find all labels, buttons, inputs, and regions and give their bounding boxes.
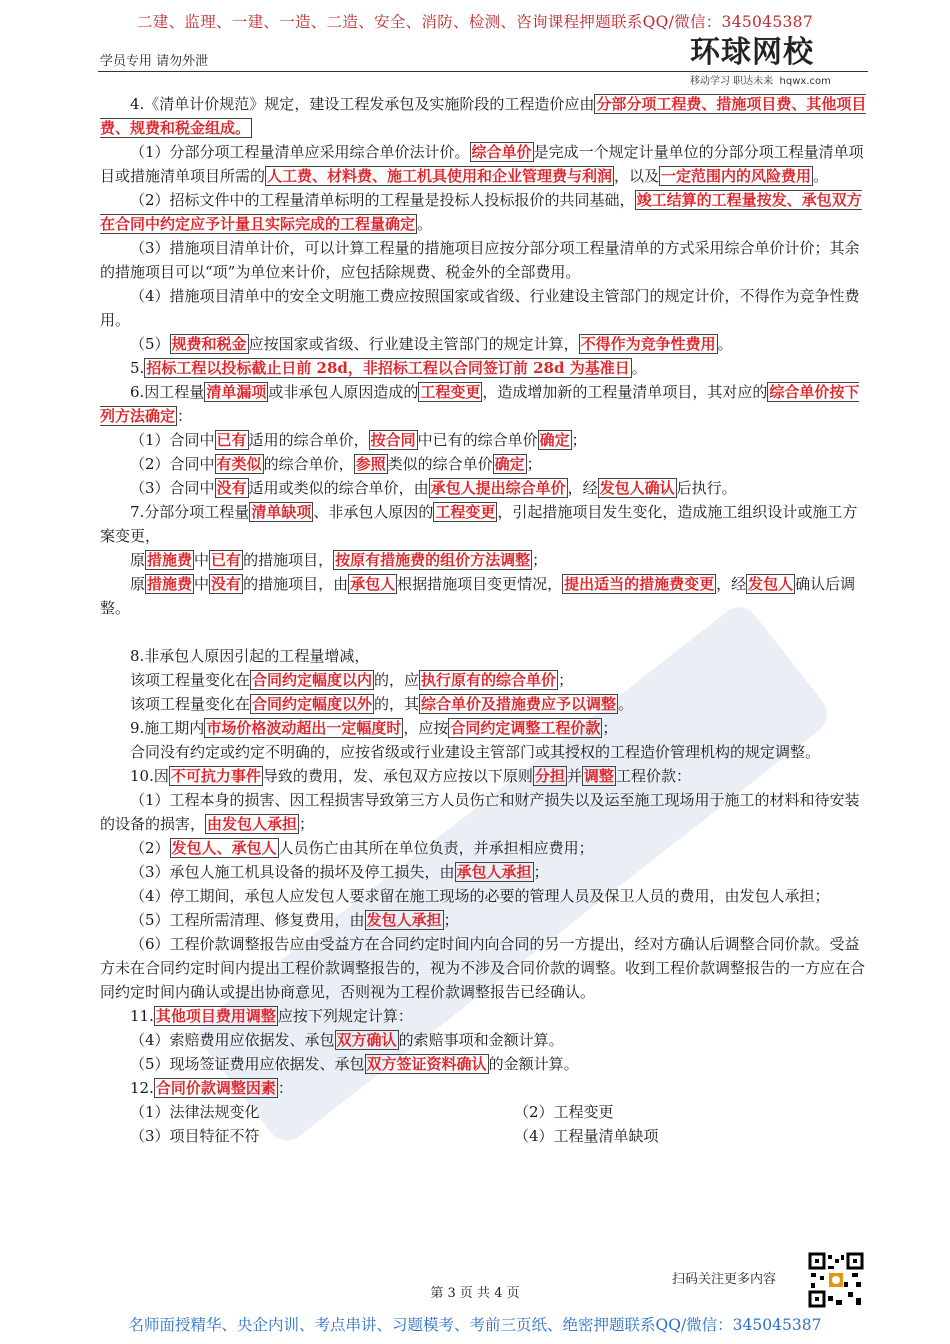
top-banner: 二建、监理、一建、一造、二造、安全、消防、检测、咨询课程押题联系QQ/微信：345045387: [137, 13, 813, 31]
item-10-4: （4）停工期间，承包人应发包人要求留在施工现场的必要的管理人员及保卫人员的费用，由发包人承担；: [130, 887, 830, 905]
confidential-note: 学员专用 请勿外泄: [100, 54, 209, 69]
item-10-2: （2） 发包人、承包人 人员伤亡由其所在单位负责，并承担相应费用；: [130, 839, 594, 857]
item-9-1: 合同没有约定或约定不明确的，应按省级或行业建设主管部门或其授权的工程造价管理机构的规定调整。: [130, 743, 821, 761]
item-11: 11. 其他项目费用调整 应按下列规定计算：: [130, 1007, 413, 1025]
document-body: [100, 92, 868, 1148]
item-8-1: 该项工程量变化在 合同约定幅度以内 的，应 执行原有的综合单价 ；: [130, 671, 574, 689]
item-4-3: （3）措施项目清单计价，可以计算工程量的措施项目应按分部分项工程量清单的方式采用综合单价计价；其余的措施项目可以“项”为单位来计价，应包括除规费、税金外的全部费用。: [100, 239, 860, 281]
item-4-1: （1）分部分项工程量清单应采用综合单价法计价。 综合单价 是完成一个规定计量单位的分部分项工程量清单项目或措施清单项目所需的 人工费、材料费、施工机具使用和企业管理费与利润 ，以及 一定范围内的风险费用 。: [100, 143, 864, 185]
logo-main-text: 环球网校: [690, 35, 814, 70]
bottom-banner: 名师面授精华、央企内训、考点串讲、习题模考、考前三页纸、绝密押题联系QQ/微信：345045387: [128, 1316, 822, 1334]
logo-subtitle: 移动学习 职达未来 hqwx.com: [690, 76, 831, 87]
item-10-6: （6）工程价款调整报告应由受益方在合同约定时间内向合同的另一方提出，经对方确认后调整合同价款。受益方未在合同约定时间内提出工程价款调整报告的，视为不涉及合同价款的调整。收到工程价款调整报告的一方应在合同约定时间内确认或提出协商意见，否则视为工程价款调整报告已经确认。: [100, 935, 866, 1001]
item-11-4: （4）索赔费用应依据发、承包 双方确认 的索赔事项和金额计算。: [130, 1031, 564, 1049]
item-5: 5. 招标工程以投标截止日前 28d，非招标工程以合同签订前 28d 为基准日 。: [130, 359, 647, 377]
item-7-2: 原 措施费 中 没有 的措施项目，由 承包人 根据措施项目变更情况， 提出适当的措施费变更 ，经 发包人 确认后调整。: [100, 575, 856, 617]
item-4-4: （4）措施项目清单中的安全文明施工费应按照国家或省级、行业建设主管部门的规定计价，不得作为竞争性费用。: [100, 287, 860, 329]
item-7: 7.分部分项工程量 清单缺项 、非承包人原因的 工程变更 ，引起措施项目发生变化，造成施工组织设计或施工方案变更，: [100, 503, 858, 545]
item-7-1: 原 措施费 中 已有 的措施项目， 按原有措施费的组价方法调整 ；: [130, 551, 548, 569]
item-4: 4.《清单计价规范》规定，建设工程发承包及实施阶段的工程造价应由 分部分项工程费、措施项目费、其他项目费、规费和税金组成。: [100, 95, 867, 137]
item-6-3: （3）合同中 没有 适用或类似的综合单价，由 承包人提出综合单价 ，经 发包人确认 后执行。: [130, 479, 737, 497]
item-12-row-2: （3）项目特征不符 （4）工程量清单缺项: [130, 1127, 659, 1145]
item-8: 8.非承包人原因引起的工程量增减，: [130, 647, 370, 665]
item-10: 10.因 不可抗力事件 导致的费用，发、承包双方应按以下原则 分担 并 调整 工程价款：: [130, 767, 691, 785]
item-10-1: （1）工程本身的损害、因工程损害导致第三方人员伤亡和财产损失以及运至施工现场用于施工的材料和待安装的设备的损害， 由发包人承担 ；: [100, 791, 860, 833]
item-8-2: 该项工程量变化在 合同约定幅度以外 的，其 综合单价及措施费应予以调整 。: [130, 695, 634, 713]
qr-label: 扫码关注更多内容: [672, 1272, 777, 1287]
item-12: 12. 合同价款调整因素 ：: [130, 1079, 293, 1097]
item-6-1: （1）合同中 已有 适用的综合单价， 按合同 中已有的综合单价 确定 ；: [130, 431, 587, 449]
item-12-row-1: （1）法律法规变化 （2）工程变更: [130, 1103, 614, 1121]
header-divider: [98, 71, 868, 72]
item-4-5: （5） 规费和税金 应按国家或省级、行业建设主管部门的规定计算， 不得作为竞争性费用 。: [130, 335, 733, 353]
hqwx-logo: [690, 36, 865, 92]
item-6-2: （2）合同中 有类似 的综合单价， 参照 类似的综合单价 确定 ；: [130, 455, 542, 473]
item-6: 6.因工程量 清单漏项 或非承包人原因造成的 工程变更 ，造成增加新的工程量清单项目，其对应的 综合单价按下列方法确定 ：: [100, 383, 860, 425]
item-10-3: （3）承包人施工机具设备的损坏及停工损失，由 承包人承担 ；: [130, 863, 549, 881]
item-4-2: （2）招标文件中的工程量清单标明的工程量是投标人投标报价的共同基础， 竣工结算的工程量按发、承包双方在合同中约定应予计量且实际完成的工程量确定 。: [100, 191, 862, 233]
item-9: 9.施工期内 市场价格波动超出一定幅度时 ，应按 合同约定调整工程价款 ；: [130, 719, 618, 737]
item-10-5: （5）工程所需清理、修复费用，由 发包人承担 ；: [130, 911, 459, 929]
item-11-5: （5）现场签证费用应依据发、承包 双方签证资料确认 的金额计算。: [130, 1055, 579, 1073]
page-number: 第 3 页 共 4 页: [430, 1286, 520, 1301]
